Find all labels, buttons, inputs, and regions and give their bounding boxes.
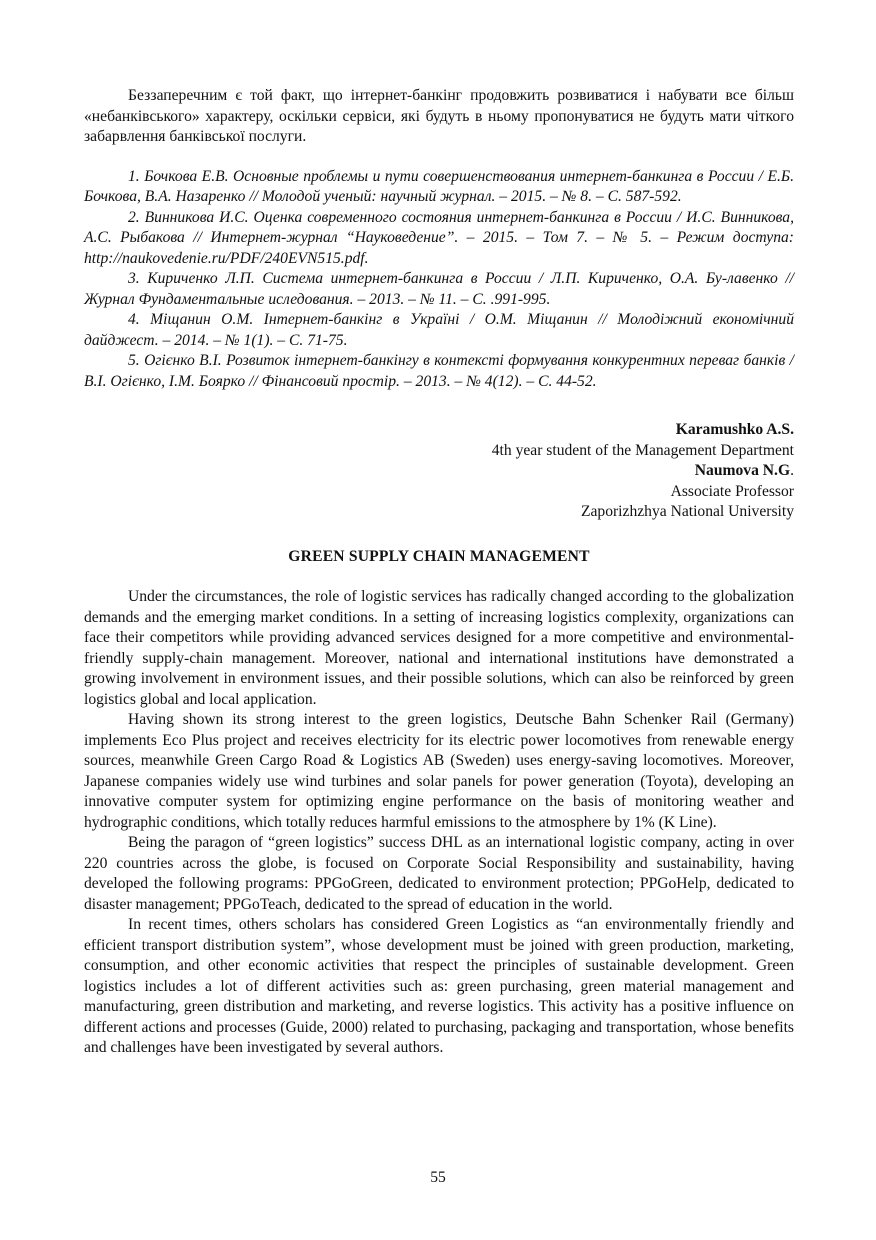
body-paragraph: In recent times, others scholars has considered Green Logistics as “an environmentally friendly and efficient transport distribution system”, whose development must be joined with green production, marketing, consumption, and other economic activities that respect the principles of sustainable development. Green logistics includes a lot of different activities such as: green purchasing, green material management and manufacturing, green distribution and marketing, and reverse logistics. This activity has a positive influence on different actions and processes (Guide, 2000) related to purchasing, packaging and transportation, whose benefits and challenges have been investigated by several authors. [84,916,794,1056]
reference-list [84,167,794,393]
reference-item: 4. Міщанин О.М. Інтернет-банкінг в Україні / О.М. Міщанин // Молодіжний економічний дайджест. – 2014. – № 1(1). – С. 71-75. [84,311,794,349]
author-role: 4th year student of the Management Department [491,441,794,459]
body-paragraph: Having shown its strong interest to the green logistics, Deutsche Bahn Schenker Rail (Germany) implements Eco Plus project and receives electricity for its electric power locomotives from renewable energy sources, meanwhile Green Cargo Road & Logistics AB (Sweden) uses energy-saving locomotives. Moreover, Japanese companies widely use wind turbines and solar panels for power generation (Toyota), developing an innovative computer system for optimizing engine performance on the basis of monitoring weather and hydrographic conditions, which totally reduces harmful emissions to the atmosphere by 1% (K Line). [84,711,794,831]
article-body [84,587,794,1059]
author-name: Naumova N.G [694,462,791,479]
article-title: GREEN SUPPLY CHAIN MANAGEMENT [288,547,590,565]
reference-item: 3. Кириченко Л.П. Система интернет-банкинга в России / Л.П. Кириченко, О.А. Бу-лавенко // Журнал Фундаментальные иследования. – 2013. – № 11. – С. .991-995. [84,270,794,308]
author-block [84,420,794,523]
body-paragraph: Under the circumstances, the role of logistic services has radically changed according to the globalization demands and the emerging market conditions. In a setting of increasing logistics complexity, organizations can face their competitors while providing advanced services designed for a more competitive and environmental-friendly supply-chain management. Moreover, national and international institutions have demonstrated a growing involvement in environment issues, and their possible solutions, which can also be reinforced by green logistics global and local application. [84,588,794,708]
body-paragraph: Being the paragon of “green logistics” success DHL as an international logistic company, acting in over 220 countries across the globe, is focused on Corporate Social Responsibility and sustainability, having developed the following programs: PPGoGreen, dedicated to environment protection; PPGoHelp, dedicated to disaster management; PPGoTeach, dedicated to the spread of education in the world. [84,834,794,913]
author-affiliation: Zaporizhzhya National University [580,503,794,520]
author-name-line [84,461,794,482]
author-name-dot: . [790,462,794,479]
intro-paragraph: Беззаперечним є той факт, що інтернет-банкінг продовжить розвиватися і набувати все більш «небанківського» характеру, оскільки сервіси, які будуть в ньому пропонуватися не будуть мати чіткого забарвлення банківської послуги. [84,87,794,145]
page-content [84,86,794,1059]
page-number: 55 [430,1169,446,1186]
author-role: Associate Professor [670,482,794,500]
reference-item: 2. Винникова И.С. Оценка современного состояния интернет-банкинга в России / И.С. Винникова, А.С. Рыбакова // Интернет-журнал “Науковедение”. – 2015. – Том 7. – № 5. – Режим доступа: http://naukovedenie.ru/PDF/240EVN515.pdf. [84,208,794,267]
author-name: Karamushko A.S. [675,421,794,438]
reference-item: 5. Огієнко В.І. Розвиток інтернет-банкінгу в контексті формування конкурентних переваг банків / В.І. Огієнко, І.М. Боярко // Фінансовий простір. – 2013. – № 4(12). – С. 44-52. [84,352,794,390]
reference-item: 1. Бочкова Е.В. Основные проблемы и пути совершенствования интернет-банкинга в России / Е.Б. Бочкова, В.А. Назаренко // Молодой ученый: научный журнал. – 2015. – № 8. – С. 587-592. [84,167,794,205]
